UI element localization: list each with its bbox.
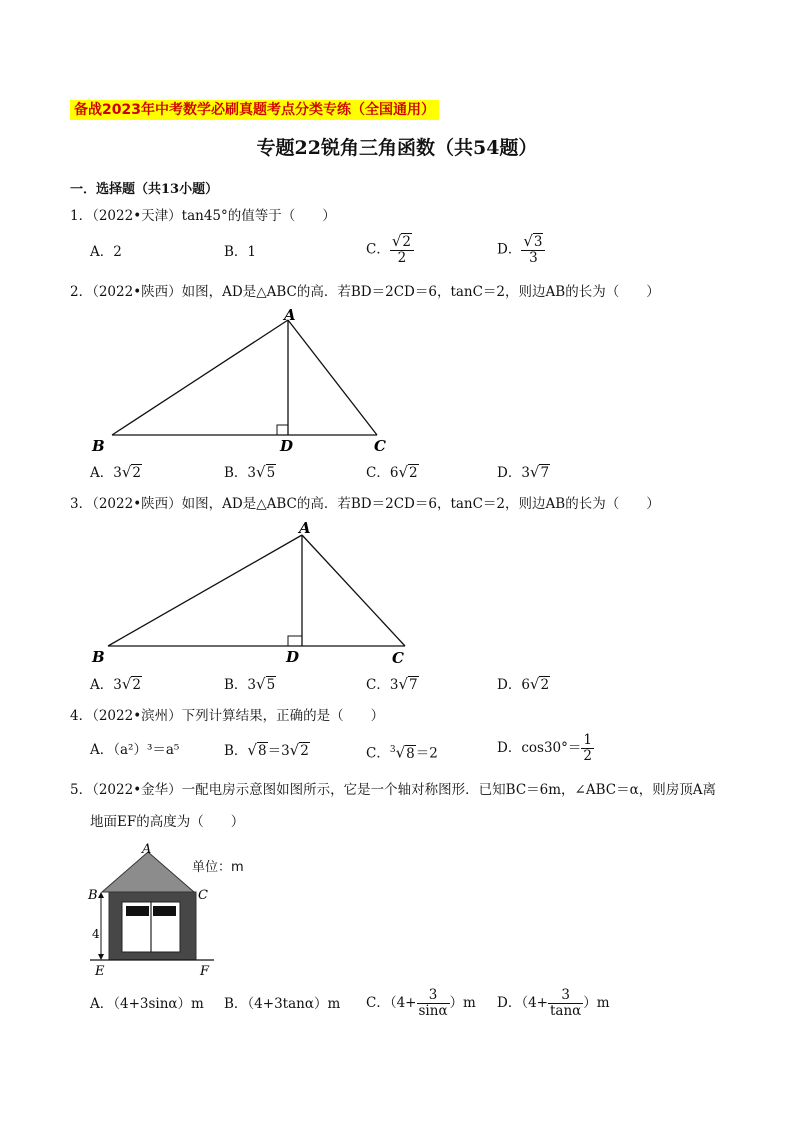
fraction: $\frac{3}{\sin\alpha}$	[418, 987, 448, 1019]
vertex-label-a: A	[299, 519, 311, 537]
vertex-label-a: A	[142, 842, 152, 857]
q3-option-c[interactable]: C．3√7	[366, 675, 418, 693]
q5-option-a[interactable]: A．（4+3sinα）m	[90, 996, 204, 1012]
q3-option-d[interactable]: D．6√2	[497, 675, 550, 693]
vertex-label-c: C	[392, 649, 404, 667]
question-5-text-line2: 地面EF的高度为（ ）	[90, 814, 245, 830]
vertex-label-b: B	[92, 437, 105, 455]
q1-option-b[interactable]: B．1	[224, 244, 257, 260]
vertex-label-d: D	[286, 648, 300, 666]
series-banner: 备战2023年中考数学必刷真题考点分类专练（全国通用）	[70, 100, 439, 120]
question-1-text: 1．（2022•天津）tan45°的值等于（ ）	[70, 208, 336, 224]
vertex-label-d: D	[280, 437, 294, 455]
q2-option-a[interactable]: A．3√2	[90, 463, 141, 481]
q2-option-b[interactable]: B．3√5	[224, 463, 276, 481]
q2-option-c[interactable]: C．6√2	[366, 463, 418, 481]
triangle-figure-q3	[80, 512, 420, 672]
vertex-label-b: B	[88, 888, 98, 903]
unit-label: 单位：m	[192, 860, 244, 875]
vertex-label-c: C	[374, 437, 386, 455]
fraction: $\frac{√2}{2}$	[390, 234, 414, 266]
section-heading: 一．选择题（共13小题）	[70, 182, 219, 197]
vertex-label-c: C	[198, 888, 208, 903]
q1-option-c[interactable]: C． $\frac{√2}{2}$	[366, 234, 414, 266]
height-label: 4	[92, 927, 100, 941]
document-title: 专题22锐角三角函数（共54题）	[256, 137, 538, 159]
q4-option-a[interactable]: A．（a²）³＝a⁵	[90, 742, 180, 758]
q1-option-d[interactable]: D． $\frac{√3}{3}$	[497, 234, 545, 266]
q4-option-b[interactable]: B．√8＝3√2	[224, 741, 309, 759]
fraction: $\frac{3}{\tan\alpha}$	[549, 987, 582, 1019]
q4-option-c[interactable]: C．$^3$√8＝2	[366, 743, 438, 762]
q3-option-b[interactable]: B．3√5	[224, 675, 276, 693]
q5-option-b[interactable]: B．（4+3tanα）m	[224, 996, 341, 1012]
vertex-label-a: A	[284, 306, 296, 324]
vertex-label-f: F	[200, 964, 210, 979]
vertex-label-b: B	[92, 648, 105, 666]
question-5-text-line1: 5．（2022•金华）一配电房示意图如图所示，它是一个轴对称图形．已知BC＝6m，∠ABC＝α，则房顶A离	[70, 782, 716, 798]
fraction: $\frac{1}{2}$	[583, 732, 592, 764]
q1-option-a[interactable]: A．2	[90, 244, 122, 260]
q2-option-d[interactable]: D．3√7	[497, 463, 550, 481]
question-3-text: 3．（2022•陕西）如图，AD是△ABC的高．若BD＝2CD＝6，tanC＝2，则边AB的长为（ ）	[70, 496, 660, 512]
fraction: $\frac{√3}{3}$	[521, 234, 545, 266]
q3-option-a[interactable]: A．3√2	[90, 675, 141, 693]
q4-option-d[interactable]: D．cos30°＝ $\frac{1}{2}$	[497, 732, 592, 764]
question-2-text: 2．（2022•陕西）如图，AD是△ABC的高．若BD＝2CD＝6，tanC＝2，则边AB的长为（ ）	[70, 284, 660, 300]
vertex-label-e: E	[95, 964, 105, 979]
q5-option-c[interactable]: C．（4+ $\frac{3}{\sin\alpha}$ ）m	[366, 987, 476, 1019]
question-4-text: 4．（2022•滨州）下列计算结果，正确的是（ ）	[70, 708, 385, 724]
house-figure-q5	[80, 840, 280, 982]
triangle-figure-q2	[80, 300, 410, 460]
q5-option-d[interactable]: D．（4+ $\frac{3}{\tan\alpha}$ ）m	[497, 987, 610, 1019]
